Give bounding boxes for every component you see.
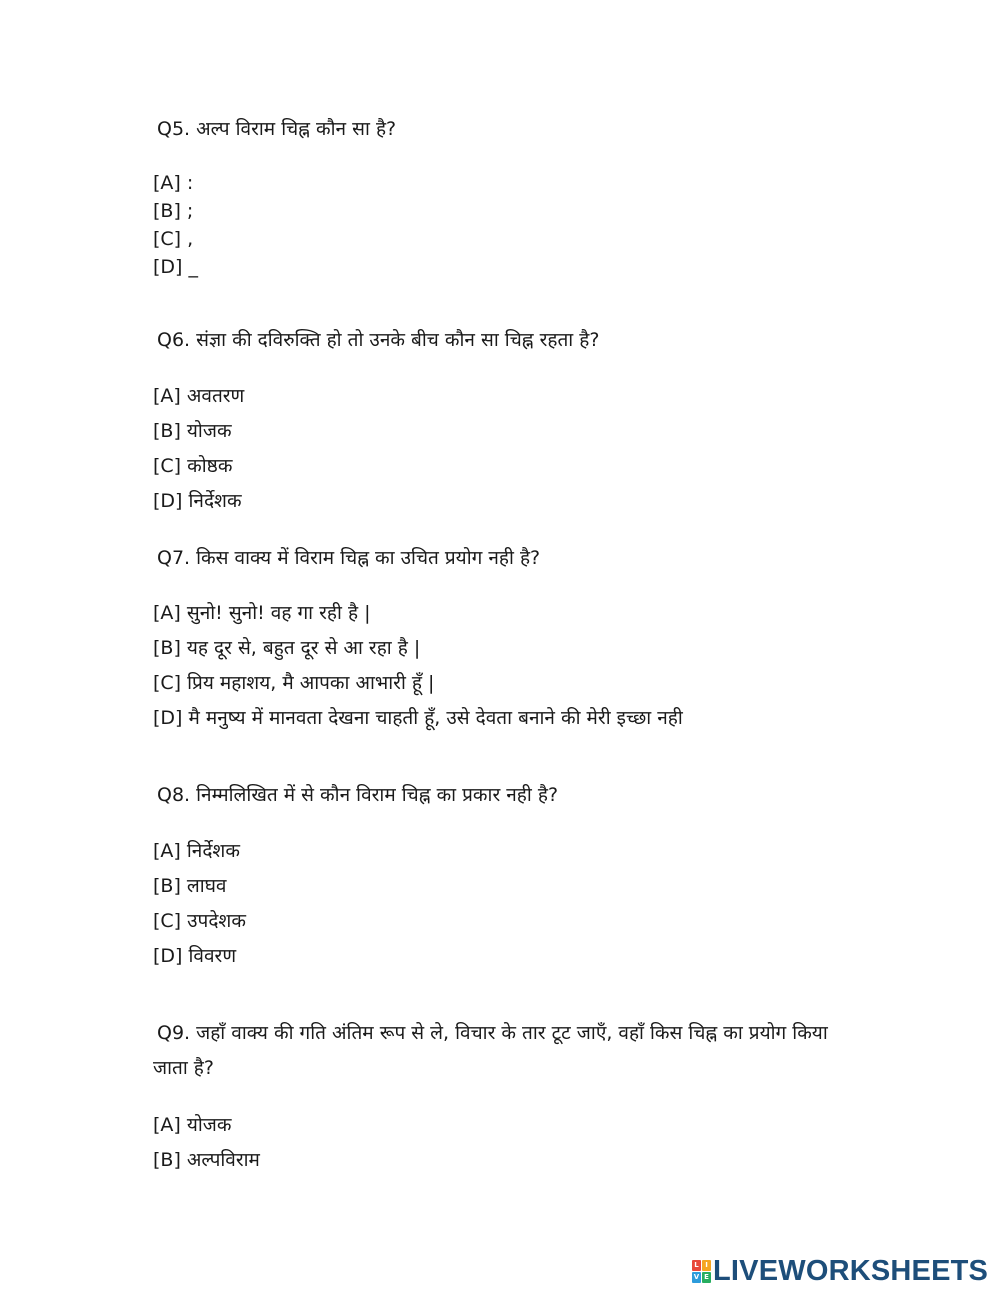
logo-mark-letter: L (692, 1260, 701, 1271)
liveworksheets-logo (692, 1256, 988, 1286)
question-q5: Q5. अल्प विराम चिह्न कौन सा है? (157, 118, 397, 140)
option-q8-b[interactable]: [B] लाघव (153, 875, 227, 897)
option-q8-a[interactable]: [A] निर्देशक (153, 840, 240, 862)
option-q8-c[interactable]: [C] उपदेशक (153, 910, 246, 932)
option-q5-b[interactable]: [B] ; (153, 200, 194, 222)
option-q5-d[interactable]: [D] _ (153, 256, 198, 278)
option-q6-c[interactable]: [C] कोष्ठक (153, 455, 233, 477)
option-q6-d[interactable]: [D] निर्देशक (153, 490, 242, 512)
question-q6: Q6. संज्ञा की दविरुक्ति हो तो उनके बीच कौन सा चिह्न रहता है? (157, 329, 600, 351)
logo-text: LIVEWORKSHEETS (713, 1254, 989, 1287)
question-q8: Q8. निम्मलिखित में से कौन विराम चिह्न का प्रकार नही है? (157, 784, 559, 806)
option-q6-b[interactable]: [B] योजक (153, 420, 232, 442)
option-q5-a[interactable]: [A] : (153, 172, 194, 194)
option-q7-d[interactable]: [D] मै मनुष्य में मानवता देखना चाहती हूँ, उसे देवता बनाने की मेरी इच्छा नही (153, 707, 683, 729)
option-q8-d[interactable]: [D] विवरण (153, 945, 237, 967)
option-q7-b[interactable]: [B] यह दूर से, बहुत दूर से आ रहा है | (153, 637, 421, 659)
option-q9-a[interactable]: [A] योजक (153, 1114, 232, 1136)
option-q7-c[interactable]: [C] प्रिय महाशय, मै आपका आभारी हूँ | (153, 672, 435, 694)
question-q7: Q7. किस वाक्य में विराम चिह्न का उचित प्रयोग नही है? (157, 547, 541, 569)
option-q6-a[interactable]: [A] अवतरण (153, 385, 245, 407)
logo-mark-letter: I (702, 1260, 711, 1271)
option-q7-a[interactable]: [A] सुनो! सुनो! वह गा रही है | (153, 602, 371, 624)
logo-mark-letter: E (702, 1272, 711, 1283)
logo-mark-letter: V (693, 1272, 700, 1281)
option-q9-b[interactable]: [B] अल्पविराम (153, 1149, 260, 1171)
liveworksheets-mark-icon (692, 1260, 711, 1283)
option-q5-c[interactable]: [C] , (153, 228, 194, 250)
question-q9: Q9. जहाँ वाक्य की गति अंतिम रूप से ले, विचार के तार टूट जाएँ, वहाँ किस चिह्न का प्रयोग किया जाता है? (153, 1022, 828, 1079)
